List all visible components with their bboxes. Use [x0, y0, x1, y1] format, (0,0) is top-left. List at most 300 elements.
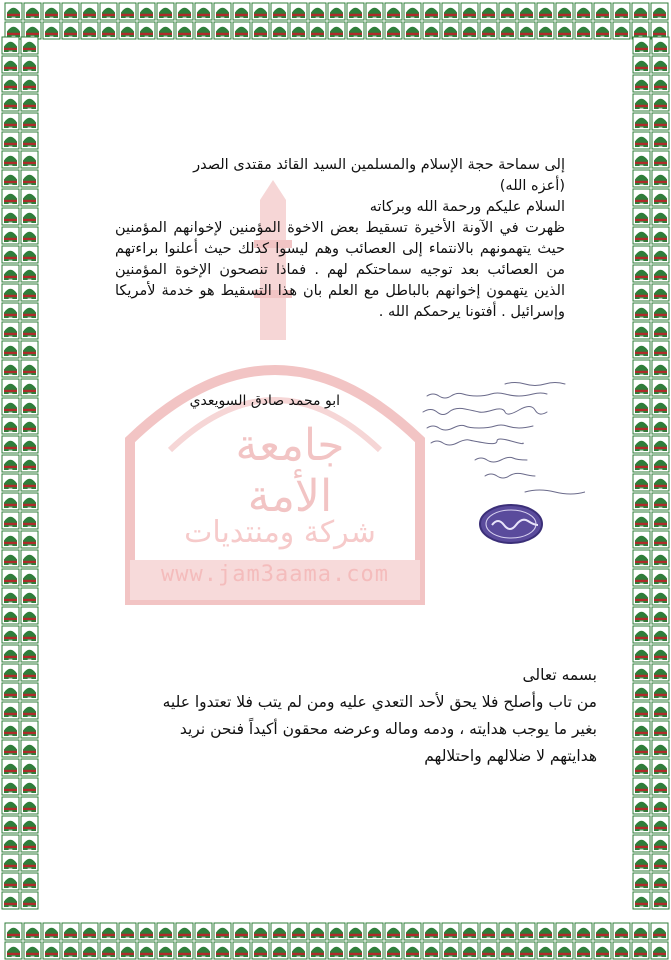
- border-tile-icon: [652, 797, 669, 814]
- letter-recipient: إلى سماحة حجة الإسلام والمسلمين السيد القائد مقتدى الصدر: [193, 157, 565, 173]
- border-tile-icon: [385, 3, 402, 20]
- border-tile-icon: [157, 3, 174, 20]
- border-tile-icon: [461, 22, 478, 39]
- border-tile-icon: [2, 664, 19, 681]
- border-tile-icon: [632, 942, 649, 959]
- border-tile-icon: [21, 246, 38, 263]
- border-tile-icon: [442, 3, 459, 20]
- border-tile-icon: [328, 942, 345, 959]
- border-tile-icon: [480, 942, 497, 959]
- border-tile-icon: [21, 360, 38, 377]
- border-tile-icon: [613, 923, 630, 940]
- border-tile-icon: [499, 923, 516, 940]
- border-tile-icon: [442, 923, 459, 940]
- border-tile-icon: [21, 265, 38, 282]
- border-tile-icon: [21, 512, 38, 529]
- border-tile-icon: [2, 284, 19, 301]
- border-tile-icon: [290, 923, 307, 940]
- border-tile-icon: [652, 550, 669, 567]
- official-seal-icon: [478, 503, 544, 545]
- border-tile-icon: [2, 702, 19, 719]
- border-tile-icon: [290, 3, 307, 20]
- border-tile-icon: [2, 246, 19, 263]
- border-tile-icon: [652, 398, 669, 415]
- border-tile-icon: [100, 923, 117, 940]
- border-tile-icon: [2, 303, 19, 320]
- border-tile-icon: [423, 22, 440, 39]
- border-tile-icon: [575, 3, 592, 20]
- border-tile-icon: [62, 22, 79, 39]
- decorative-border-top: [0, 0, 671, 40]
- border-tile-icon: [21, 417, 38, 434]
- border-tile-icon: [21, 94, 38, 111]
- border-tile-icon: [21, 816, 38, 833]
- border-tile-icon: [633, 398, 650, 415]
- border-tile-icon: [633, 284, 650, 301]
- border-tile-icon: [62, 923, 79, 940]
- border-tile-icon: [2, 854, 19, 871]
- border-tile-icon: [43, 3, 60, 20]
- border-tile-icon: [309, 942, 326, 959]
- border-tile-icon: [271, 22, 288, 39]
- border-tile-icon: [2, 607, 19, 624]
- handwritten-note-icon: [405, 378, 585, 498]
- border-tile-icon: [652, 94, 669, 111]
- border-tile-icon: [119, 22, 136, 39]
- border-tile-icon: [633, 341, 650, 358]
- border-tile-icon: [652, 569, 669, 586]
- border-tile-icon: [233, 3, 250, 20]
- fatwa-reply: [85, 662, 597, 770]
- border-tile-icon: [157, 942, 174, 959]
- border-tile-icon: [176, 942, 193, 959]
- reply-heading: بسمه تعالى: [522, 666, 597, 684]
- border-tile-icon: [21, 151, 38, 168]
- border-tile-icon: [2, 151, 19, 168]
- border-tile-icon: [556, 942, 573, 959]
- border-tile-icon: [5, 3, 22, 20]
- border-tile-icon: [633, 588, 650, 605]
- border-tile-icon: [195, 22, 212, 39]
- border-tile-icon: [271, 923, 288, 940]
- border-tile-icon: [633, 436, 650, 453]
- border-tile-icon: [537, 923, 554, 940]
- border-tile-icon: [2, 94, 19, 111]
- border-tile-icon: [633, 94, 650, 111]
- border-tile-icon: [633, 531, 650, 548]
- border-tile-icon: [2, 740, 19, 757]
- border-tile-icon: [633, 303, 650, 320]
- border-tile-icon: [633, 113, 650, 130]
- border-tile-icon: [633, 607, 650, 624]
- border-tile-icon: [652, 37, 669, 54]
- border-tile-icon: [652, 740, 669, 757]
- border-tile-icon: [100, 22, 117, 39]
- border-tile-icon: [233, 942, 250, 959]
- border-tile-icon: [252, 923, 269, 940]
- border-tile-icon: [2, 683, 19, 700]
- border-tile-icon: [633, 474, 650, 491]
- border-tile-icon: [24, 923, 41, 940]
- border-tile-icon: [652, 417, 669, 434]
- border-tile-icon: [2, 170, 19, 187]
- border-tile-icon: [537, 22, 554, 39]
- border-tile-icon: [556, 923, 573, 940]
- border-tile-icon: [21, 607, 38, 624]
- reply-line-2: بغير ما يوجب هدايته ، ودمه وماله وعرضه محقون أكيداً فنحن نريد: [179, 720, 597, 738]
- border-tile-icon: [252, 942, 269, 959]
- border-tile-icon: [652, 379, 669, 396]
- border-tile-icon: [100, 3, 117, 20]
- border-tile-icon: [43, 923, 60, 940]
- border-tile-icon: [652, 322, 669, 339]
- border-tile-icon: [385, 942, 402, 959]
- border-tile-icon: [537, 942, 554, 959]
- border-tile-icon: [21, 170, 38, 187]
- border-tile-icon: [442, 942, 459, 959]
- border-tile-icon: [633, 417, 650, 434]
- border-tile-icon: [21, 56, 38, 73]
- border-tile-icon: [214, 923, 231, 940]
- border-tile-icon: [2, 265, 19, 282]
- border-tile-icon: [575, 22, 592, 39]
- border-tile-icon: [633, 721, 650, 738]
- border-tile-icon: [652, 531, 669, 548]
- border-tile-icon: [21, 873, 38, 890]
- border-tile-icon: [633, 132, 650, 149]
- border-tile-icon: [633, 816, 650, 833]
- border-tile-icon: [309, 923, 326, 940]
- border-tile-icon: [2, 189, 19, 206]
- border-tile-icon: [518, 923, 535, 940]
- border-tile-icon: [575, 942, 592, 959]
- border-tile-icon: [119, 942, 136, 959]
- border-tile-icon: [633, 360, 650, 377]
- border-tile-icon: [21, 550, 38, 567]
- border-tile-icon: [652, 246, 669, 263]
- border-tile-icon: [2, 759, 19, 776]
- border-tile-icon: [518, 942, 535, 959]
- border-tile-icon: [21, 132, 38, 149]
- border-tile-icon: [21, 455, 38, 472]
- border-tile-icon: [5, 942, 22, 959]
- border-tile-icon: [633, 835, 650, 852]
- border-tile-icon: [252, 22, 269, 39]
- border-tile-icon: [652, 151, 669, 168]
- watermark-url: www.jam3aama.com: [161, 562, 389, 587]
- border-tile-icon: [62, 3, 79, 20]
- border-tile-icon: [176, 923, 193, 940]
- border-tile-icon: [2, 436, 19, 453]
- border-tile-icon: [2, 113, 19, 130]
- border-tile-icon: [138, 923, 155, 940]
- border-tile-icon: [2, 778, 19, 795]
- border-tile-icon: [2, 37, 19, 54]
- decorative-border-bottom: [0, 920, 671, 960]
- border-tile-icon: [21, 797, 38, 814]
- border-tile-icon: [21, 379, 38, 396]
- border-tile-icon: [21, 208, 38, 225]
- border-tile-icon: [2, 645, 19, 662]
- border-tile-icon: [652, 75, 669, 92]
- border-tile-icon: [652, 113, 669, 130]
- border-tile-icon: [652, 683, 669, 700]
- border-tile-icon: [652, 816, 669, 833]
- border-tile-icon: [652, 436, 669, 453]
- border-tile-icon: [594, 22, 611, 39]
- border-tile-icon: [652, 455, 669, 472]
- border-tile-icon: [24, 942, 41, 959]
- border-tile-icon: [2, 208, 19, 225]
- border-tile-icon: [2, 626, 19, 643]
- border-tile-icon: [518, 22, 535, 39]
- border-tile-icon: [119, 3, 136, 20]
- border-tile-icon: [138, 942, 155, 959]
- border-tile-icon: [633, 740, 650, 757]
- border-tile-icon: [290, 22, 307, 39]
- border-tile-icon: [633, 664, 650, 681]
- border-tile-icon: [328, 22, 345, 39]
- border-tile-icon: [21, 721, 38, 738]
- border-tile-icon: [176, 22, 193, 39]
- border-tile-icon: [518, 3, 535, 20]
- border-tile-icon: [633, 892, 650, 909]
- border-tile-icon: [633, 265, 650, 282]
- border-tile-icon: [2, 816, 19, 833]
- border-tile-icon: [651, 3, 668, 20]
- border-tile-icon: [385, 22, 402, 39]
- border-tile-icon: [2, 56, 19, 73]
- border-tile-icon: [81, 923, 98, 940]
- letter-signature: ابو محمد صادق السويعدي: [189, 393, 340, 409]
- border-tile-icon: [62, 942, 79, 959]
- border-tile-icon: [233, 22, 250, 39]
- border-tile-icon: [2, 417, 19, 434]
- border-tile-icon: [652, 303, 669, 320]
- border-tile-icon: [21, 569, 38, 586]
- border-tile-icon: [461, 923, 478, 940]
- border-tile-icon: [633, 322, 650, 339]
- border-tile-icon: [21, 664, 38, 681]
- border-tile-icon: [594, 923, 611, 940]
- border-tile-icon: [652, 854, 669, 871]
- border-tile-icon: [633, 854, 650, 871]
- border-tile-icon: [652, 360, 669, 377]
- border-tile-icon: [633, 626, 650, 643]
- border-tile-icon: [2, 892, 19, 909]
- border-tile-icon: [2, 227, 19, 244]
- border-tile-icon: [652, 208, 669, 225]
- border-tile-icon: [556, 3, 573, 20]
- border-tile-icon: [24, 3, 41, 20]
- border-tile-icon: [2, 550, 19, 567]
- border-tile-icon: [195, 3, 212, 20]
- border-tile-icon: [652, 645, 669, 662]
- border-tile-icon: [21, 892, 38, 909]
- border-tile-icon: [2, 512, 19, 529]
- border-tile-icon: [21, 835, 38, 852]
- border-tile-icon: [633, 550, 650, 567]
- border-tile-icon: [271, 3, 288, 20]
- border-tile-icon: [21, 398, 38, 415]
- border-tile-icon: [2, 835, 19, 852]
- watermark-site-name: جامعة الأمة: [235, 420, 345, 522]
- border-tile-icon: [480, 923, 497, 940]
- border-tile-icon: [366, 22, 383, 39]
- border-tile-icon: [423, 3, 440, 20]
- border-tile-icon: [2, 322, 19, 339]
- border-tile-icon: [21, 227, 38, 244]
- border-tile-icon: [633, 37, 650, 54]
- letter-honorific: (أعزه الله): [499, 178, 565, 194]
- border-tile-icon: [100, 942, 117, 959]
- watermark-subtitle: شركة ومنتديات: [184, 515, 376, 550]
- border-tile-icon: [652, 227, 669, 244]
- border-tile-icon: [5, 923, 22, 940]
- border-tile-icon: [613, 22, 630, 39]
- border-tile-icon: [290, 942, 307, 959]
- border-tile-icon: [652, 284, 669, 301]
- border-tile-icon: [347, 22, 364, 39]
- border-tile-icon: [652, 702, 669, 719]
- border-tile-icon: [21, 740, 38, 757]
- decorative-border-left: [0, 36, 40, 924]
- border-tile-icon: [633, 151, 650, 168]
- border-tile-icon: [138, 22, 155, 39]
- border-tile-icon: [651, 942, 668, 959]
- border-tile-icon: [119, 923, 136, 940]
- border-tile-icon: [2, 531, 19, 548]
- border-tile-icon: [43, 22, 60, 39]
- border-tile-icon: [21, 645, 38, 662]
- question-letter: [115, 155, 565, 323]
- border-tile-icon: [633, 759, 650, 776]
- border-tile-icon: [633, 227, 650, 244]
- border-tile-icon: [21, 341, 38, 358]
- border-tile-icon: [138, 3, 155, 20]
- border-tile-icon: [2, 569, 19, 586]
- border-tile-icon: [423, 923, 440, 940]
- border-tile-icon: [21, 436, 38, 453]
- border-tile-icon: [328, 923, 345, 940]
- border-tile-icon: [652, 873, 669, 890]
- border-tile-icon: [613, 3, 630, 20]
- border-tile-icon: [309, 3, 326, 20]
- letter-greeting: السلام عليكم ورحمة الله وبركاته: [369, 199, 565, 215]
- border-tile-icon: [633, 379, 650, 396]
- border-tile-icon: [21, 75, 38, 92]
- border-tile-icon: [2, 341, 19, 358]
- border-tile-icon: [442, 22, 459, 39]
- border-tile-icon: [633, 702, 650, 719]
- border-tile-icon: [21, 588, 38, 605]
- border-tile-icon: [2, 721, 19, 738]
- border-tile-icon: [480, 22, 497, 39]
- border-tile-icon: [347, 923, 364, 940]
- border-tile-icon: [633, 75, 650, 92]
- border-tile-icon: [214, 942, 231, 959]
- border-tile-icon: [633, 512, 650, 529]
- border-tile-icon: [652, 493, 669, 510]
- border-tile-icon: [633, 683, 650, 700]
- border-tile-icon: [652, 759, 669, 776]
- border-tile-icon: [81, 22, 98, 39]
- border-tile-icon: [652, 664, 669, 681]
- border-tile-icon: [309, 22, 326, 39]
- border-tile-icon: [404, 3, 421, 20]
- border-tile-icon: [652, 170, 669, 187]
- border-tile-icon: [633, 56, 650, 73]
- border-tile-icon: [21, 303, 38, 320]
- border-tile-icon: [2, 873, 19, 890]
- border-tile-icon: [652, 189, 669, 206]
- border-tile-icon: [499, 942, 516, 959]
- border-tile-icon: [366, 923, 383, 940]
- border-tile-icon: [461, 942, 478, 959]
- reply-line-3: هدايتهم لا ضلالهم واحتلالهم: [424, 747, 597, 765]
- border-tile-icon: [366, 3, 383, 20]
- border-tile-icon: [633, 569, 650, 586]
- border-tile-icon: [633, 170, 650, 187]
- border-tile-icon: [271, 942, 288, 959]
- border-tile-icon: [652, 721, 669, 738]
- border-tile-icon: [21, 702, 38, 719]
- reply-line-1: من تاب وأصلح فلا يحق لأحد التعدي عليه ومن لم يتب فلا تعتدوا عليه: [162, 693, 597, 711]
- border-tile-icon: [347, 3, 364, 20]
- border-tile-icon: [632, 923, 649, 940]
- border-tile-icon: [328, 3, 345, 20]
- border-tile-icon: [652, 341, 669, 358]
- border-tile-icon: [651, 923, 668, 940]
- border-tile-icon: [633, 455, 650, 472]
- border-tile-icon: [21, 759, 38, 776]
- border-tile-icon: [366, 942, 383, 959]
- border-tile-icon: [633, 246, 650, 263]
- border-tile-icon: [633, 778, 650, 795]
- border-tile-icon: [2, 360, 19, 377]
- border-tile-icon: [21, 493, 38, 510]
- border-tile-icon: [613, 942, 630, 959]
- border-tile-icon: [385, 923, 402, 940]
- border-tile-icon: [652, 265, 669, 282]
- border-tile-icon: [21, 284, 38, 301]
- border-tile-icon: [652, 512, 669, 529]
- border-tile-icon: [2, 455, 19, 472]
- border-tile-icon: [214, 22, 231, 39]
- border-tile-icon: [2, 75, 19, 92]
- border-tile-icon: [499, 3, 516, 20]
- border-tile-icon: [21, 474, 38, 491]
- border-tile-icon: [2, 588, 19, 605]
- letter-body: ظهرت في الآونة الأخيرة تسقيط بعض الاخوة المؤمنين لإخوانهم المؤمنين حيث يتهمونهم بالانتماء إلى العصائب وهم ليسوا كذلك حيث أعلنوا براءتهم من العصائب بعد توجيه سماحتكم لهم . فماذا تنصحون الإخوة المؤمنين الذين يتهمون إخوانهم بالباطل مع العلم بان هذا التسقيط هو خدمة لأمريكا وإسرائيل . أفتونا يرحمكم الله .: [115, 220, 565, 320]
- border-tile-icon: [632, 3, 649, 20]
- border-tile-icon: [157, 22, 174, 39]
- border-tile-icon: [652, 132, 669, 149]
- border-tile-icon: [21, 189, 38, 206]
- border-tile-icon: [633, 645, 650, 662]
- border-tile-icon: [81, 942, 98, 959]
- border-tile-icon: [537, 3, 554, 20]
- border-tile-icon: [176, 3, 193, 20]
- border-tile-icon: [652, 626, 669, 643]
- border-tile-icon: [480, 3, 497, 20]
- border-tile-icon: [404, 923, 421, 940]
- border-tile-icon: [43, 942, 60, 959]
- border-tile-icon: [423, 942, 440, 959]
- border-tile-icon: [461, 3, 478, 20]
- border-tile-icon: [594, 3, 611, 20]
- border-tile-icon: [633, 493, 650, 510]
